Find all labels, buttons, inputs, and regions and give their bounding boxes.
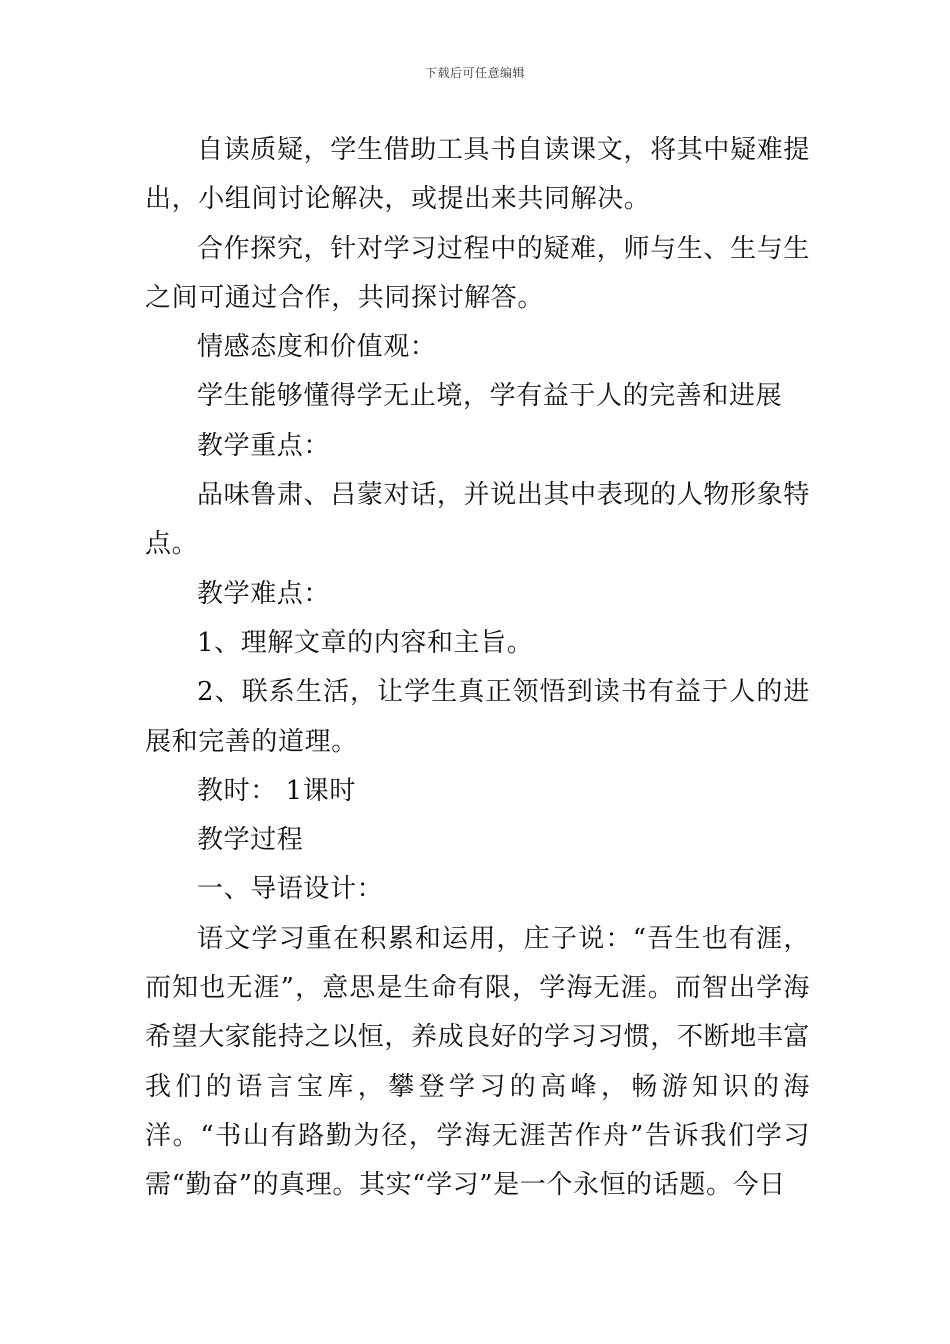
heading-teaching-process: 教学过程 (197, 825, 304, 856)
paragraph-class-hours: 教时： 1课时 (197, 775, 357, 806)
heading-teaching-focus: 教学重点： (197, 430, 331, 461)
heading-introduction-design: 一、导语设计： (197, 874, 384, 905)
paragraph-cooperative-inquiry: 合作探究，针对学习过程中的疑难，师与生、生与生之间可通过合作，共同探讨解答。 (145, 233, 810, 313)
paragraph-self-study: 自读质疑，学生借助工具书自读课文，将其中疑难提出，小组间讨论解决，或提出来共同解决。 (145, 135, 810, 215)
list-item-difficulty-1: 1、理解文章的内容和主旨。 (197, 627, 534, 658)
list-item-difficulty-2: 2、联系生活，让学生真正领悟到读书有益于人的进展和完善的道理。 (145, 677, 810, 757)
document-body (145, 126, 810, 1211)
paragraph-learning-endless: 学生能够懂得学无止境，学有益于人的完善和进展 (197, 381, 783, 412)
heading-emotion-values: 情感态度和价值观： (197, 332, 437, 363)
heading-teaching-difficulty: 教学难点： (197, 578, 331, 609)
paragraph-teaching-focus: 品味鲁肃、吕蒙对话，并说出其中表现的人物形象特点。 (145, 480, 810, 560)
paragraph-introduction: 语文学习重在积累和运用，庄子说：“吾生也有涯，而知也无涯”，意思是生命有限，学海无涯。而智出学海希望大家能持之以恒，养成良好的学习习惯，不断地丰富我们的语言宝库，攀登学习的高峰，畅游知识的海洋。“书山有路勤为径，学海无涯苦作舟”告诉我们学习需“勤奋”的真理。其实“学习”是一个永恒的话题。今日 (145, 923, 811, 1201)
page-header: 下载后可任意编辑 (424, 66, 525, 80)
